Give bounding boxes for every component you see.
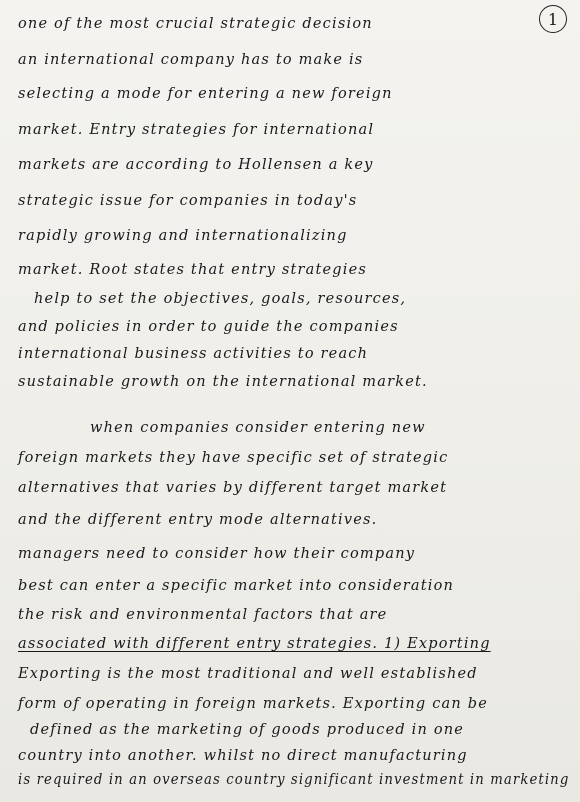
text-line: Exporting is the most traditional and well established bbox=[18, 666, 478, 682]
text-line: market. Entry strategies for international bbox=[18, 122, 375, 138]
text-line: alternatives that varies by different target market bbox=[18, 480, 448, 496]
text-line: managers need to consider how their company bbox=[18, 546, 416, 562]
text-line: best can enter a specific market into consideration bbox=[18, 578, 455, 594]
text-line: and the different entry mode alternatives. bbox=[18, 512, 378, 528]
text-line: the risk and environmental factors that are bbox=[18, 607, 388, 623]
text-line: help to set the objectives, goals, resources, bbox=[34, 291, 407, 307]
page-number: 1 bbox=[539, 5, 567, 33]
text-line: sustainable growth on the international market. bbox=[18, 374, 428, 390]
text-line: foreign markets they have specific set of strategic bbox=[18, 450, 449, 466]
text-line: an international company has to make is bbox=[18, 52, 364, 68]
text-line: international business activities to reach bbox=[18, 346, 369, 362]
text-line: market. Root states that entry strategies bbox=[18, 262, 368, 278]
text-line: rapidly growing and internationalizing bbox=[18, 228, 348, 244]
text-line: when companies consider entering new bbox=[90, 420, 426, 436]
text-line: and policies in order to guide the companies bbox=[18, 319, 399, 335]
text-line: strategic issue for companies in today's bbox=[18, 193, 358, 209]
text-line: is required in an overseas country significant investment in marketing bbox=[18, 772, 570, 788]
text-line: selecting a mode for entering a new foreign bbox=[18, 86, 393, 102]
text-line: form of operating in foreign markets. Exporting can be bbox=[18, 696, 488, 712]
text-line: markets are according to Hollensen a key bbox=[18, 157, 374, 173]
text-line: country into another. whilst no direct manufacturing bbox=[18, 748, 468, 764]
text-line: one of the most crucial strategic decision bbox=[18, 16, 373, 32]
text-line: defined as the marketing of goods produced in one bbox=[30, 722, 465, 738]
text-line: associated with different entry strategies. 1) Exporting bbox=[18, 636, 491, 652]
